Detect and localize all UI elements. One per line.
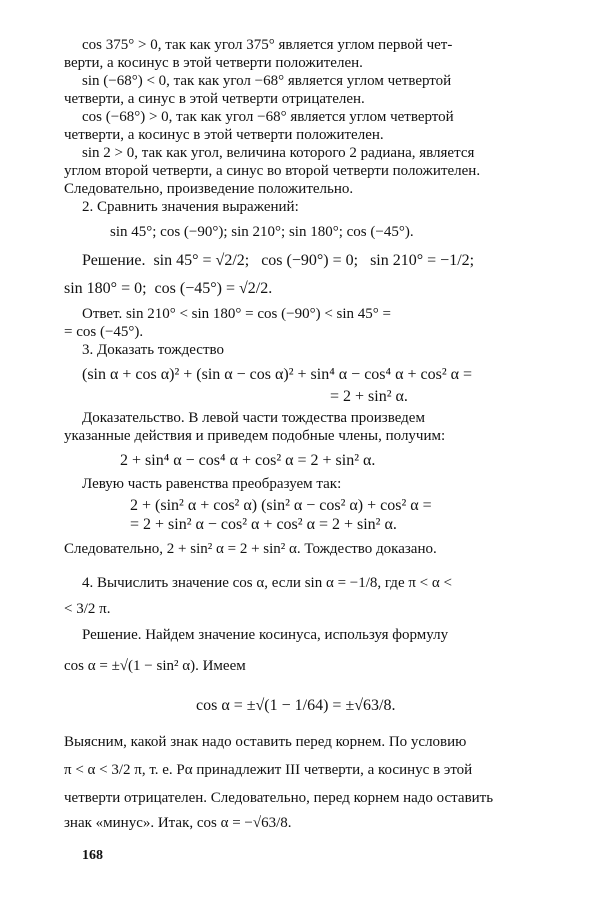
problem-4-text-2: π < α < 3/2 π, т. е. Pα принадлежит III четверти, а косинус в этой	[64, 762, 473, 778]
problem-4-computation: cos α = ±√(1 − 1/64) = ±√63/8.	[196, 697, 396, 714]
problem-4-heading: 4. Вычислить значение cos α, если sin α = −1/8, где π < α <	[82, 575, 452, 591]
text-line-9: Следовательно, произведение положительно.	[64, 181, 354, 197]
proof-equation-1: 2 + sin⁴ α − cos⁴ α + cos² α = 2 + sin² α.	[120, 452, 376, 469]
problem-2-solution-cont: sin 180° = 0; cos (−45°) = √2/2.	[64, 280, 273, 297]
text-line-5: cos (−68°) > 0, так как угол −68° является углом четвертой	[82, 109, 454, 125]
page-number: 168	[82, 848, 103, 863]
proof-line-1: Доказательство. В левой части тождества произведем	[82, 410, 425, 426]
problem-2-solution: Решение. sin 45° = √2/2; cos (−90°) = 0; sin 210° = −1/2;	[82, 252, 475, 269]
problem-3-heading: 3. Доказать тождество	[82, 342, 224, 358]
text-line-4: четверти, а синус в этой четверти отрицателен.	[64, 91, 365, 107]
problem-4-heading-cont: < 3/2 π.	[64, 601, 111, 617]
text-line-3: sin (−68°) < 0, так как угол −68° является углом четвертой	[82, 73, 452, 89]
problem-2-heading: 2. Сравнить значения выражений:	[82, 199, 299, 215]
proof-conclusion: Следовательно, 2 + sin² α = 2 + sin² α. Тождество доказано.	[64, 541, 437, 557]
text-line-6: четверти, а косинус в этой четверти положителен.	[64, 127, 384, 143]
identity-line-2: = 2 + sin² α.	[330, 388, 408, 405]
problem-4-text-1: Выясним, какой знак надо оставить перед корнем. По условию	[64, 734, 467, 750]
identity-line-1: (sin α + cos α)² + (sin α − cos α)² + sin⁴ α − cos⁴ α + cos² α =	[82, 366, 473, 383]
text-line-2: верти, а косинус в этой четверти положителен.	[64, 55, 363, 71]
proof-equation-2: 2 + (sin² α + cos² α) (sin² α − cos² α) + cos² α =	[130, 497, 432, 514]
text-line-8: углом второй четверти, а синус во второй четверти положителен.	[64, 163, 481, 179]
problem-2-expression: sin 45°; cos (−90°); sin 210°; sin 180°; cos (−45°).	[110, 224, 414, 240]
problem-2-answer-cont: = cos (−45°).	[64, 324, 144, 340]
problem-4-formula: cos α = ±√(1 − sin² α). Имеем	[64, 658, 246, 674]
proof-line-2: указанные действия и приведем подобные члены, получим:	[64, 428, 446, 444]
problem-4-solution: Решение. Найдем значение косинуса, используя формулу	[82, 627, 449, 643]
proof-line-3: Левую часть равенства преобразуем так:	[82, 476, 342, 492]
text-line-1: cos 375° > 0, так как угол 375° является углом первой чет-	[82, 37, 453, 53]
text-line-7: sin 2 > 0, так как угол, величина которого 2 радиана, является	[82, 145, 475, 161]
problem-2-answer: Ответ. sin 210° < sin 180° = cos (−90°) < sin 45° =	[82, 306, 392, 322]
problem-4-text-3: четверти отрицателен. Следовательно, перед корнем надо оставить	[64, 790, 494, 806]
proof-equation-3: = 2 + sin² α − cos² α + cos² α = 2 + sin² α.	[130, 516, 397, 533]
problem-4-text-4: знак «минус». Итак, cos α = −√63/8.	[64, 815, 292, 831]
